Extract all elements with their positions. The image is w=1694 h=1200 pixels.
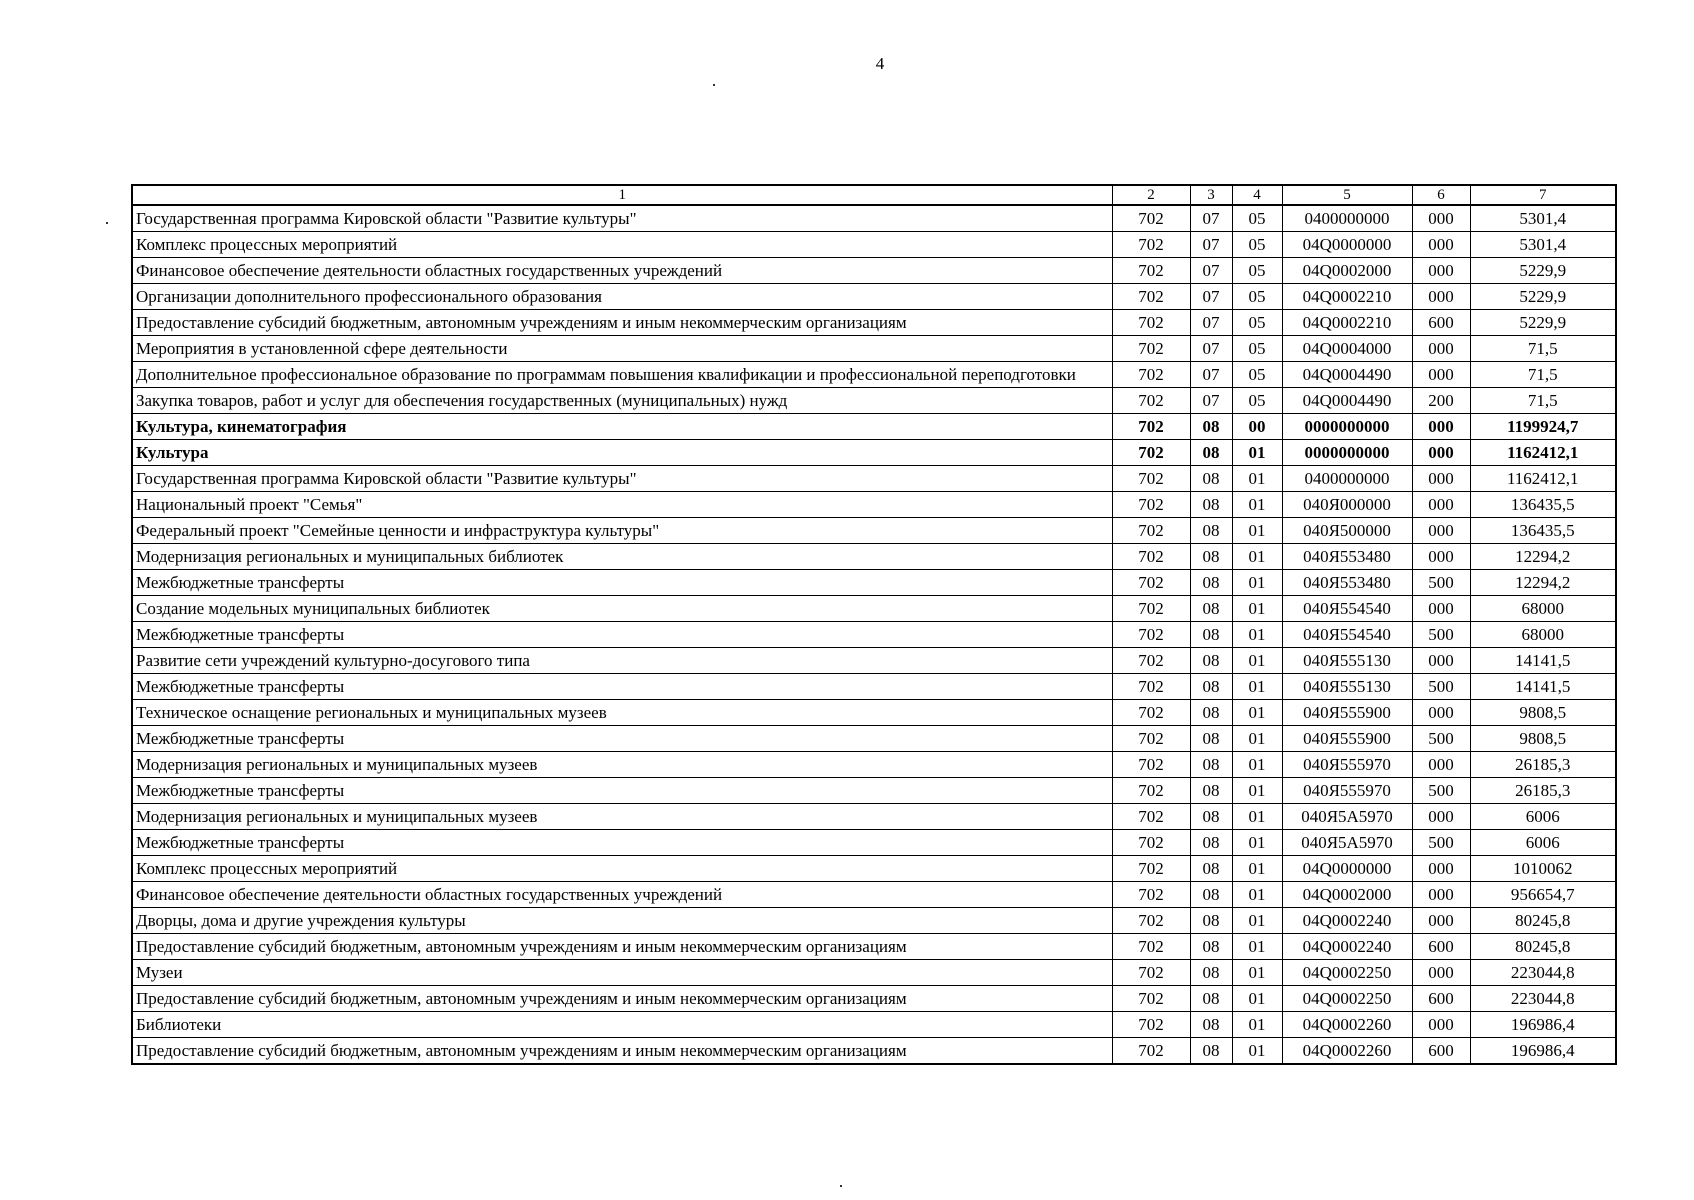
subsection-cell: 01 — [1232, 440, 1282, 466]
table-row — [132, 492, 1616, 518]
amount-cell: 1162412,1 — [1470, 466, 1616, 492]
code-cell: 702 — [1112, 518, 1190, 544]
amount-cell: 223044,8 — [1470, 986, 1616, 1012]
code-cell: 702 — [1112, 570, 1190, 596]
target-article-cell: 040Я553480 — [1282, 570, 1412, 596]
amount-cell: 5229,9 — [1470, 258, 1616, 284]
amount-cell: 14141,5 — [1470, 674, 1616, 700]
code-cell: 702 — [1112, 362, 1190, 388]
code-cell: 702 — [1112, 258, 1190, 284]
table-row — [132, 362, 1616, 388]
expense-type-cell: 600 — [1412, 310, 1470, 336]
row-name-cell: Закупка товаров, работ и услуг для обеспечения государственных (муниципальных) нужд — [132, 388, 1112, 414]
row-name-cell: Культура, кинематография — [132, 414, 1112, 440]
row-name-cell: Межбюджетные трансферты — [132, 778, 1112, 804]
section-cell: 07 — [1190, 205, 1232, 232]
section-cell: 08 — [1190, 414, 1232, 440]
subsection-cell: 01 — [1232, 648, 1282, 674]
column-header: 2 — [1112, 185, 1190, 205]
section-cell: 08 — [1190, 570, 1232, 596]
amount-cell: 5229,9 — [1470, 310, 1616, 336]
section-cell: 07 — [1190, 284, 1232, 310]
code-cell: 702 — [1112, 492, 1190, 518]
code-cell: 702 — [1112, 232, 1190, 258]
table-row — [132, 284, 1616, 310]
subsection-cell: 01 — [1232, 596, 1282, 622]
expense-type-cell: 000 — [1412, 232, 1470, 258]
subsection-cell: 05 — [1232, 205, 1282, 232]
subsection-cell: 05 — [1232, 336, 1282, 362]
scan-speck — [840, 1185, 842, 1187]
row-name-cell: Музеи — [132, 960, 1112, 986]
expense-type-cell: 500 — [1412, 674, 1470, 700]
table-row — [132, 934, 1616, 960]
amount-cell: 6006 — [1470, 804, 1616, 830]
target-article-cell: 04Q0002210 — [1282, 284, 1412, 310]
target-article-cell: 04Q0002260 — [1282, 1038, 1412, 1065]
section-cell: 08 — [1190, 440, 1232, 466]
scan-speck — [106, 222, 108, 224]
amount-cell: 9808,5 — [1470, 700, 1616, 726]
section-cell: 08 — [1190, 466, 1232, 492]
table-row — [132, 882, 1616, 908]
amount-cell: 196986,4 — [1470, 1038, 1616, 1065]
row-name-cell: Модернизация региональных и муниципальных библиотек — [132, 544, 1112, 570]
expense-type-cell: 000 — [1412, 414, 1470, 440]
amount-cell: 5301,4 — [1470, 232, 1616, 258]
table-row — [132, 700, 1616, 726]
section-cell: 07 — [1190, 310, 1232, 336]
section-cell: 08 — [1190, 1038, 1232, 1065]
code-cell: 702 — [1112, 960, 1190, 986]
row-name-cell: Финансовое обеспечение деятельности областных государственных учреждений — [132, 258, 1112, 284]
subsection-cell: 01 — [1232, 778, 1282, 804]
table-row — [132, 986, 1616, 1012]
amount-cell: 68000 — [1470, 622, 1616, 648]
expense-type-cell: 600 — [1412, 934, 1470, 960]
expense-type-cell: 500 — [1412, 778, 1470, 804]
target-article-cell: 040Я555130 — [1282, 674, 1412, 700]
subsection-cell: 05 — [1232, 232, 1282, 258]
table-row — [132, 440, 1616, 466]
table-row — [132, 596, 1616, 622]
amount-cell: 196986,4 — [1470, 1012, 1616, 1038]
code-cell: 702 — [1112, 856, 1190, 882]
code-cell: 702 — [1112, 804, 1190, 830]
subsection-cell: 01 — [1232, 674, 1282, 700]
code-cell: 702 — [1112, 544, 1190, 570]
expense-type-cell: 000 — [1412, 336, 1470, 362]
amount-cell: 26185,3 — [1470, 778, 1616, 804]
target-article-cell: 040Я555970 — [1282, 752, 1412, 778]
expense-type-cell: 000 — [1412, 205, 1470, 232]
section-cell: 08 — [1190, 1012, 1232, 1038]
amount-cell: 80245,8 — [1470, 908, 1616, 934]
section-cell: 08 — [1190, 804, 1232, 830]
table-row — [132, 414, 1616, 440]
target-article-cell: 04Q0002250 — [1282, 960, 1412, 986]
amount-cell: 71,5 — [1470, 388, 1616, 414]
row-name-cell: Межбюджетные трансферты — [132, 570, 1112, 596]
subsection-cell: 01 — [1232, 986, 1282, 1012]
target-article-cell: 0000000000 — [1282, 440, 1412, 466]
target-article-cell: 04Q0002000 — [1282, 258, 1412, 284]
table-row — [132, 1012, 1616, 1038]
amount-cell: 1199924,7 — [1470, 414, 1616, 440]
code-cell: 702 — [1112, 882, 1190, 908]
expense-type-cell: 000 — [1412, 596, 1470, 622]
table-row — [132, 466, 1616, 492]
code-cell: 702 — [1112, 986, 1190, 1012]
column-header: 3 — [1190, 185, 1232, 205]
target-article-cell: 04Q0000000 — [1282, 232, 1412, 258]
table-row — [132, 778, 1616, 804]
target-article-cell: 0000000000 — [1282, 414, 1412, 440]
target-article-cell: 04Q0000000 — [1282, 856, 1412, 882]
code-cell: 702 — [1112, 648, 1190, 674]
row-name-cell: Создание модельных муниципальных библиотек — [132, 596, 1112, 622]
table-row — [132, 232, 1616, 258]
code-cell: 702 — [1112, 778, 1190, 804]
expense-type-cell: 000 — [1412, 362, 1470, 388]
table-row — [132, 570, 1616, 596]
table-row — [132, 960, 1616, 986]
section-cell: 08 — [1190, 492, 1232, 518]
subsection-cell: 01 — [1232, 804, 1282, 830]
section-cell: 08 — [1190, 596, 1232, 622]
subsection-cell: 01 — [1232, 700, 1282, 726]
row-name-cell: Модернизация региональных и муниципальных музеев — [132, 804, 1112, 830]
section-cell: 08 — [1190, 700, 1232, 726]
subsection-cell: 01 — [1232, 960, 1282, 986]
target-article-cell: 040Я5А5970 — [1282, 830, 1412, 856]
section-cell: 07 — [1190, 232, 1232, 258]
expense-type-cell: 600 — [1412, 986, 1470, 1012]
row-name-cell: Государственная программа Кировской области "Развитие культуры" — [132, 205, 1112, 232]
amount-cell: 12294,2 — [1470, 570, 1616, 596]
target-article-cell: 040Я555970 — [1282, 778, 1412, 804]
expense-type-cell: 000 — [1412, 856, 1470, 882]
expense-type-cell: 000 — [1412, 648, 1470, 674]
amount-cell: 5301,4 — [1470, 205, 1616, 232]
row-name-cell: Комплекс процессных мероприятий — [132, 232, 1112, 258]
section-cell: 08 — [1190, 908, 1232, 934]
section-cell: 07 — [1190, 362, 1232, 388]
table-row — [132, 544, 1616, 570]
subsection-cell: 05 — [1232, 388, 1282, 414]
target-article-cell: 04Q0004490 — [1282, 362, 1412, 388]
scan-speck — [713, 84, 715, 86]
subsection-cell: 01 — [1232, 544, 1282, 570]
row-name-cell: Дворцы, дома и другие учреждения культуры — [132, 908, 1112, 934]
code-cell: 702 — [1112, 1012, 1190, 1038]
target-article-cell: 040Я554540 — [1282, 622, 1412, 648]
code-cell: 702 — [1112, 336, 1190, 362]
amount-cell: 1010062 — [1470, 856, 1616, 882]
target-article-cell: 040Я000000 — [1282, 492, 1412, 518]
table-row — [132, 830, 1616, 856]
expense-type-cell: 200 — [1412, 388, 1470, 414]
subsection-cell: 01 — [1232, 570, 1282, 596]
section-cell: 08 — [1190, 856, 1232, 882]
expense-type-cell: 000 — [1412, 700, 1470, 726]
code-cell: 702 — [1112, 674, 1190, 700]
expense-type-cell: 600 — [1412, 1038, 1470, 1065]
code-cell: 702 — [1112, 440, 1190, 466]
table-row — [132, 726, 1616, 752]
row-name-cell: Библиотеки — [132, 1012, 1112, 1038]
table-row — [132, 674, 1616, 700]
row-name-cell: Предоставление субсидий бюджетным, автономным учреждениям и иным некоммерческим организациям — [132, 934, 1112, 960]
subsection-cell: 01 — [1232, 518, 1282, 544]
subsection-cell: 01 — [1232, 752, 1282, 778]
row-name-cell: Межбюджетные трансферты — [132, 674, 1112, 700]
target-article-cell: 04Q0004490 — [1282, 388, 1412, 414]
row-name-cell: Предоставление субсидий бюджетным, автономным учреждениям и иным некоммерческим организациям — [132, 986, 1112, 1012]
section-cell: 07 — [1190, 336, 1232, 362]
row-name-cell: Межбюджетные трансферты — [132, 622, 1112, 648]
amount-cell: 6006 — [1470, 830, 1616, 856]
target-article-cell: 040Я555900 — [1282, 726, 1412, 752]
expense-type-cell: 500 — [1412, 622, 1470, 648]
row-name-cell: Дополнительное профессиональное образование по программам повышения квалификации и профессиональной переподготовки — [132, 362, 1112, 388]
row-name-cell: Предоставление субсидий бюджетным, автономным учреждениям и иным некоммерческим организациям — [132, 1038, 1112, 1065]
code-cell: 702 — [1112, 1038, 1190, 1065]
column-header: 5 — [1282, 185, 1412, 205]
code-cell: 702 — [1112, 310, 1190, 336]
target-article-cell: 0400000000 — [1282, 466, 1412, 492]
target-article-cell: 040Я554540 — [1282, 596, 1412, 622]
table-row — [132, 804, 1616, 830]
amount-cell: 9808,5 — [1470, 726, 1616, 752]
amount-cell: 71,5 — [1470, 336, 1616, 362]
target-article-cell: 040Я555130 — [1282, 648, 1412, 674]
code-cell: 702 — [1112, 284, 1190, 310]
amount-cell: 12294,2 — [1470, 544, 1616, 570]
section-cell: 08 — [1190, 622, 1232, 648]
table-header-row — [132, 185, 1616, 205]
row-name-cell: Предоставление субсидий бюджетным, автономным учреждениям и иным некоммерческим организациям — [132, 310, 1112, 336]
expense-type-cell: 000 — [1412, 908, 1470, 934]
subsection-cell: 01 — [1232, 492, 1282, 518]
section-cell: 07 — [1190, 258, 1232, 284]
subsection-cell: 01 — [1232, 726, 1282, 752]
amount-cell: 5229,9 — [1470, 284, 1616, 310]
code-cell: 702 — [1112, 388, 1190, 414]
table-row — [132, 336, 1616, 362]
amount-cell: 80245,8 — [1470, 934, 1616, 960]
column-header: 7 — [1470, 185, 1616, 205]
target-article-cell: 04Q0002210 — [1282, 310, 1412, 336]
subsection-cell: 01 — [1232, 908, 1282, 934]
subsection-cell: 01 — [1232, 622, 1282, 648]
page-number: 4 — [875, 54, 885, 73]
amount-cell: 71,5 — [1470, 362, 1616, 388]
table-row — [132, 752, 1616, 778]
code-cell: 702 — [1112, 596, 1190, 622]
expense-type-cell: 000 — [1412, 440, 1470, 466]
section-cell: 08 — [1190, 830, 1232, 856]
subsection-cell: 05 — [1232, 310, 1282, 336]
amount-cell: 14141,5 — [1470, 648, 1616, 674]
target-article-cell: 0400000000 — [1282, 205, 1412, 232]
target-article-cell: 04Q0002240 — [1282, 908, 1412, 934]
amount-cell: 223044,8 — [1470, 960, 1616, 986]
code-cell: 702 — [1112, 934, 1190, 960]
target-article-cell: 04Q0002260 — [1282, 1012, 1412, 1038]
table-row — [132, 856, 1616, 882]
row-name-cell: Техническое оснащение региональных и муниципальных музеев — [132, 700, 1112, 726]
amount-cell: 26185,3 — [1470, 752, 1616, 778]
target-article-cell: 04Q0004000 — [1282, 336, 1412, 362]
row-name-cell: Межбюджетные трансферты — [132, 726, 1112, 752]
section-cell: 08 — [1190, 986, 1232, 1012]
code-cell: 702 — [1112, 700, 1190, 726]
section-cell: 08 — [1190, 778, 1232, 804]
section-cell: 08 — [1190, 960, 1232, 986]
expense-type-cell: 000 — [1412, 960, 1470, 986]
code-cell: 702 — [1112, 622, 1190, 648]
target-article-cell: 040Я5А5970 — [1282, 804, 1412, 830]
expense-type-cell: 000 — [1412, 1012, 1470, 1038]
subsection-cell: 05 — [1232, 362, 1282, 388]
code-cell: 702 — [1112, 726, 1190, 752]
row-name-cell: Культура — [132, 440, 1112, 466]
table-row — [132, 622, 1616, 648]
expense-type-cell: 000 — [1412, 882, 1470, 908]
subsection-cell: 01 — [1232, 856, 1282, 882]
section-cell: 08 — [1190, 518, 1232, 544]
target-article-cell: 040Я500000 — [1282, 518, 1412, 544]
table-row — [132, 1038, 1616, 1065]
amount-cell: 136435,5 — [1470, 518, 1616, 544]
amount-cell: 68000 — [1470, 596, 1616, 622]
expense-type-cell: 000 — [1412, 752, 1470, 778]
row-name-cell: Межбюджетные трансферты — [132, 830, 1112, 856]
subsection-cell: 01 — [1232, 466, 1282, 492]
expense-type-cell: 000 — [1412, 804, 1470, 830]
section-cell: 08 — [1190, 544, 1232, 570]
row-name-cell: Финансовое обеспечение деятельности областных государственных учреждений — [132, 882, 1112, 908]
expense-type-cell: 500 — [1412, 726, 1470, 752]
budget-table — [131, 184, 1617, 1065]
table-row — [132, 258, 1616, 284]
column-header: 4 — [1232, 185, 1282, 205]
code-cell: 702 — [1112, 205, 1190, 232]
target-article-cell: 04Q0002000 — [1282, 882, 1412, 908]
row-name-cell: Национальный проект "Семья" — [132, 492, 1112, 518]
expense-type-cell: 000 — [1412, 466, 1470, 492]
row-name-cell: Развитие сети учреждений культурно-досугового типа — [132, 648, 1112, 674]
column-header: 6 — [1412, 185, 1470, 205]
expense-type-cell: 000 — [1412, 284, 1470, 310]
target-article-cell: 040Я555900 — [1282, 700, 1412, 726]
section-cell: 08 — [1190, 726, 1232, 752]
target-article-cell: 040Я553480 — [1282, 544, 1412, 570]
expense-type-cell: 000 — [1412, 544, 1470, 570]
expense-type-cell: 000 — [1412, 258, 1470, 284]
table-row — [132, 518, 1616, 544]
expense-type-cell: 000 — [1412, 518, 1470, 544]
table-row — [132, 648, 1616, 674]
code-cell: 702 — [1112, 414, 1190, 440]
amount-cell: 136435,5 — [1470, 492, 1616, 518]
expense-type-cell: 500 — [1412, 830, 1470, 856]
section-cell: 07 — [1190, 388, 1232, 414]
code-cell: 702 — [1112, 466, 1190, 492]
table-row — [132, 205, 1616, 232]
section-cell: 08 — [1190, 752, 1232, 778]
section-cell: 08 — [1190, 882, 1232, 908]
subsection-cell: 01 — [1232, 830, 1282, 856]
row-name-cell: Федеральный проект "Семейные ценности и инфраструктура культуры" — [132, 518, 1112, 544]
amount-cell: 1162412,1 — [1470, 440, 1616, 466]
section-cell: 08 — [1190, 648, 1232, 674]
table-row — [132, 388, 1616, 414]
row-name-cell: Модернизация региональных и муниципальных музеев — [132, 752, 1112, 778]
code-cell: 702 — [1112, 752, 1190, 778]
expense-type-cell: 000 — [1412, 492, 1470, 518]
column-header: 1 — [132, 185, 1112, 205]
row-name-cell: Государственная программа Кировской области "Развитие культуры" — [132, 466, 1112, 492]
expense-type-cell: 500 — [1412, 570, 1470, 596]
row-name-cell: Организации дополнительного профессионального образования — [132, 284, 1112, 310]
section-cell: 08 — [1190, 934, 1232, 960]
table-row — [132, 310, 1616, 336]
table-row — [132, 908, 1616, 934]
code-cell: 702 — [1112, 830, 1190, 856]
amount-cell: 956654,7 — [1470, 882, 1616, 908]
code-cell: 702 — [1112, 908, 1190, 934]
subsection-cell: 00 — [1232, 414, 1282, 440]
row-name-cell: Комплекс процессных мероприятий — [132, 856, 1112, 882]
subsection-cell: 01 — [1232, 1012, 1282, 1038]
budget-table-container — [131, 184, 1615, 1065]
subsection-cell: 01 — [1232, 1038, 1282, 1065]
subsection-cell: 01 — [1232, 934, 1282, 960]
target-article-cell: 04Q0002240 — [1282, 934, 1412, 960]
row-name-cell: Мероприятия в установленной сфере деятельности — [132, 336, 1112, 362]
subsection-cell: 05 — [1232, 258, 1282, 284]
section-cell: 08 — [1190, 674, 1232, 700]
target-article-cell: 04Q0002250 — [1282, 986, 1412, 1012]
subsection-cell: 01 — [1232, 882, 1282, 908]
subsection-cell: 05 — [1232, 284, 1282, 310]
